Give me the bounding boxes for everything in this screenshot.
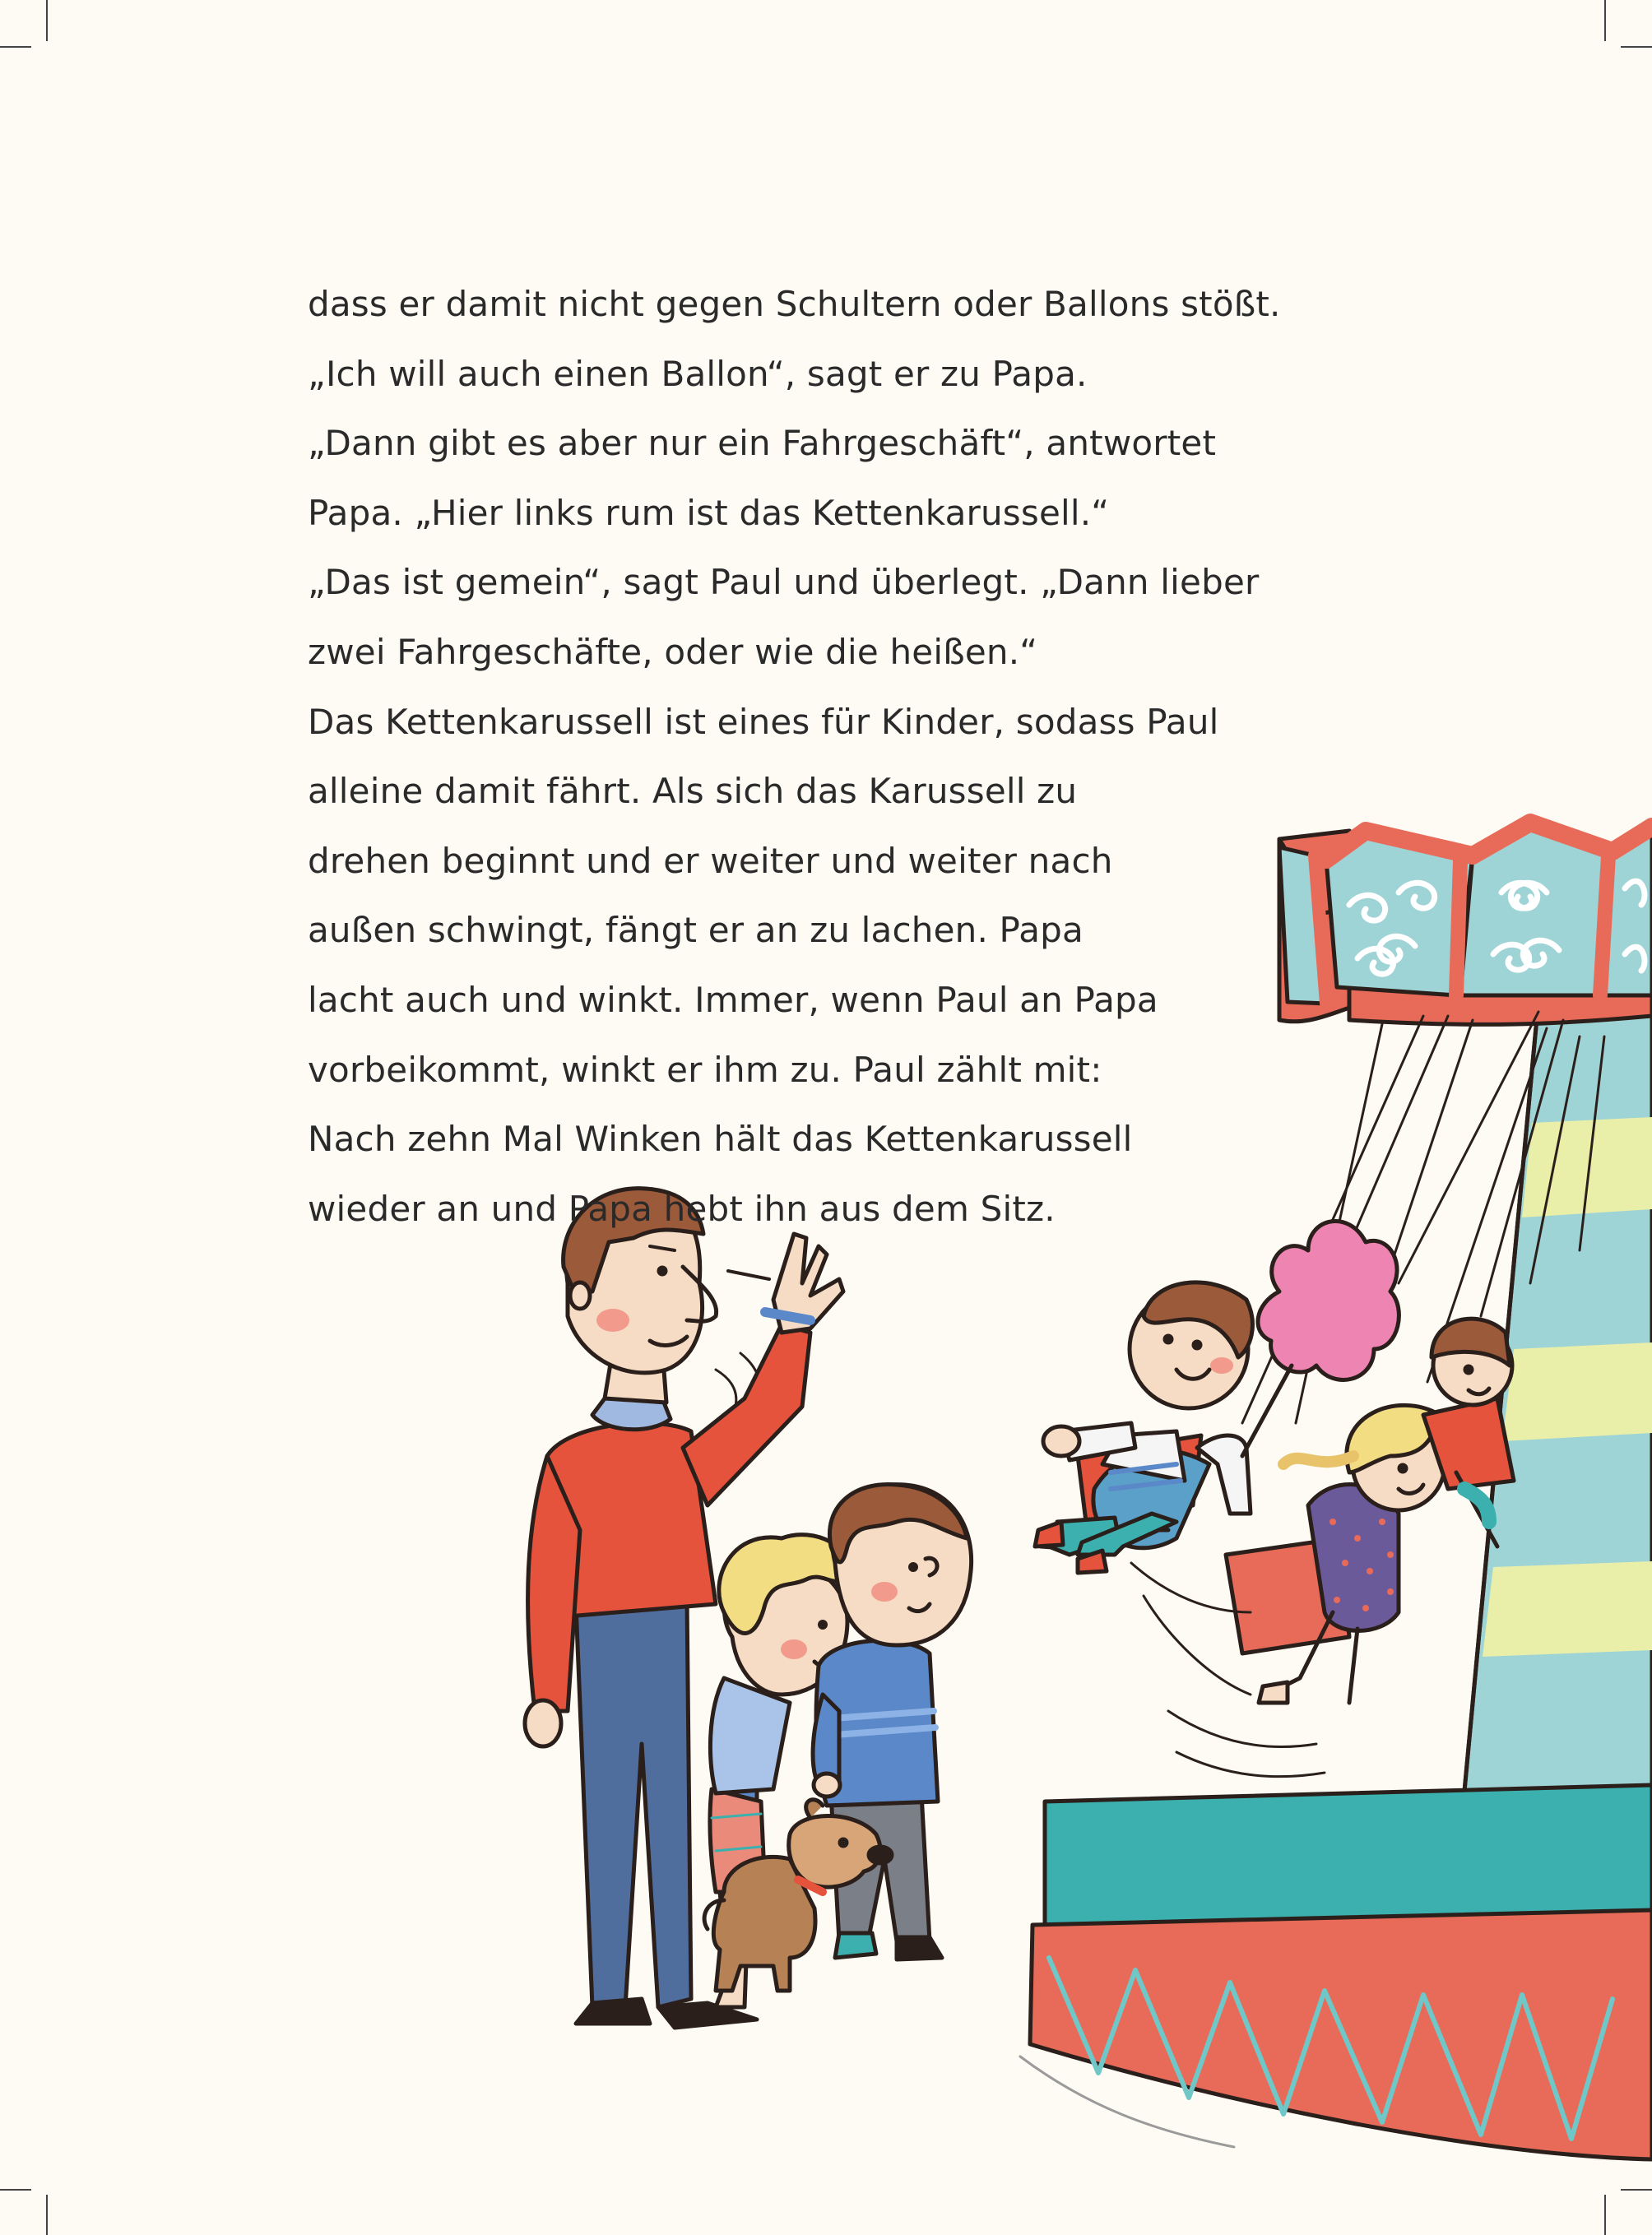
story-line-5: „Das ist gemein“, sagt Paul und überlegt. „Dann lieber (308, 562, 1260, 603)
story-line-7: Das Kettenkarussell ist eines für Kinder, sodass Paul (308, 701, 1219, 742)
story-line-11: lacht auch und winkt. Immer, wenn Paul an Papa (308, 979, 1158, 1020)
story-text (308, 270, 1377, 1244)
story-line-4: Papa. „Hier links rum ist das Kettenkarussell.“ (308, 492, 1110, 533)
story-line-2: „Ich will auch einen Ballon“, sagt er zu Papa. (308, 353, 1088, 394)
story-line-10: außen schwingt, fängt er an zu lachen. Papa (308, 910, 1084, 951)
story-line-3: „Dann gibt es aber nur ein Fahrgeschäft“, antwortet (308, 423, 1217, 464)
story-line-14: wieder an und Papa hebt ihn aus dem Sitz. (308, 1188, 1056, 1229)
girl-on-swing (1226, 1405, 1445, 1703)
story-line-1: dass er damit nicht gegen Schultern oder Ballons stößt. (308, 284, 1281, 324)
story-line-8: alleine damit fährt. Als sich das Karussell zu (308, 771, 1078, 812)
story-line-9: drehen beginnt und er weiter und weiter nach (308, 840, 1113, 881)
story-line-6: zwei Fahrgeschäfte, oder wie die heißen.“ (308, 631, 1038, 672)
story-line-12: vorbeikommt, winkt er ihm zu. Paul zählt mit: (308, 1049, 1102, 1090)
carousel-base (1030, 1785, 1652, 2159)
story-line-13: Nach zehn Mal Winken hält das Kettenkarussell (308, 1119, 1133, 1160)
